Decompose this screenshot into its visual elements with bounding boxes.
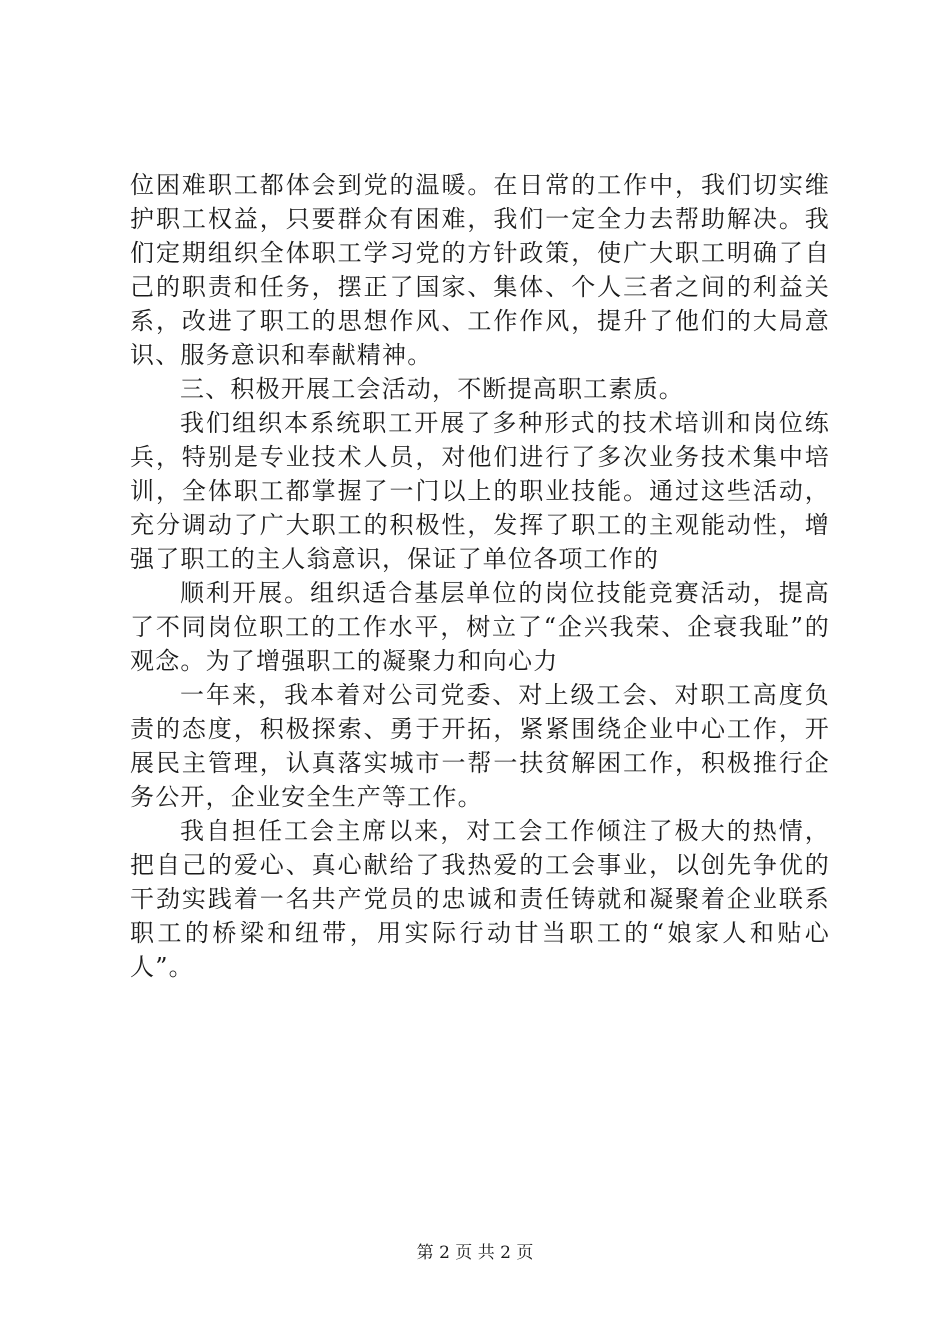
paragraph-5: 一年来，我本着对公司党委、对上级工会、对职工高度负责的态度，积极探索、勇于开拓，紧紧围绕企业中心工作，开展民主管理，认真落实城市一帮一扶贫解困工作，积极推行企务公开，企业安全生产等工作。	[130, 681, 830, 811]
section-heading: 三、积极开展工会活动，不断提高职工素质。	[180, 375, 684, 403]
paragraph-3: 我们组织本系统职工开展了多种形式的技术培训和岗位练兵，特别是专业技术人员，对他们进行了多次业务技术集中培训，全体职工都掌握了一门以上的职业技能。通过这些活动，充分调动了广大职工的积极性，发挥了职工的主观能动性，增强了职工的主人翁意识，保证了单位各项工作的	[130, 409, 830, 573]
paragraph-4: 顺利开展。组织适合基层单位的岗位技能竞赛活动，提高了不同岗位职工的工作水平，树立了“企兴我荣、企衰我耻”的观念。为了增强职工的凝聚力和向心力	[130, 579, 830, 675]
paragraph-1: 位困难职工都体会到党的温暖。在日常的工作中，我们切实维护职工权益，只要群众有困难，我们一定全力去帮助解决。我们定期组织全体职工学习党的方针政策，使广大职工明确了自己的职责和任务，摆正了国家、集体、个人三者之间的利益关系，改进了职工的思想作风、工作作风，提升了他们的大局意识、服务意识和奉献精神。	[130, 171, 830, 369]
page-footer: 第 2 页 共 2 页	[416, 1243, 534, 1263]
document-body	[130, 168, 830, 984]
paragraph-6: 我自担任工会主席以来，对工会工作倾注了极大的热情，把自己的爱心、真心献给了我热爱的工会事业，以创先争优的干劲实践着一名共产党员的忠诚和责任铸就和凝聚着企业联系职工的桥梁和纽带，用实际行动甘当职工的“娘家人和贴心人”。	[130, 817, 830, 981]
